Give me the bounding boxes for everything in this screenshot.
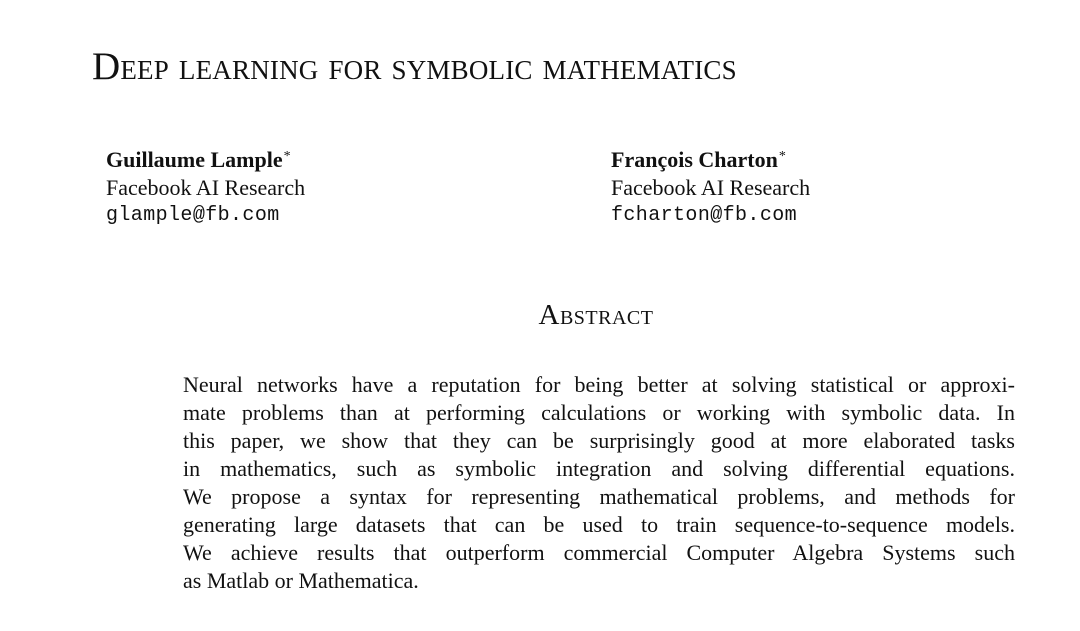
abstract-line: We achieve results that outperform commercial Computer Algebra Systems such [183, 540, 1015, 565]
author-affiliation: Facebook AI Research [106, 175, 306, 200]
abstract-line: mate problems than at performing calculations or working with symbolic data. In [183, 400, 1015, 425]
paper-title: Deep learning for symbolic mathematics [92, 45, 737, 88]
author-footnote-mark: * [283, 149, 291, 164]
author-block-charton [611, 146, 971, 230]
abstract-line: Neural networks have a reputation for being better at solving statistical or approxi- [183, 372, 1015, 397]
abstract-heading: Abstract [538, 299, 654, 331]
author-name [106, 146, 466, 174]
author-email: glample@fb.com [106, 204, 280, 227]
author-block-lample [106, 146, 466, 230]
abstract-line: in mathematics, such as symbolic integration and solving differential equations. [183, 456, 1015, 481]
abstract-line: this paper, we show that they can be surprisingly good at more elaborated tasks [183, 428, 1015, 453]
author-affiliation: Facebook AI Research [611, 175, 811, 200]
author-name [611, 146, 971, 174]
abstract-body [183, 371, 1015, 595]
author-footnote-mark: * [778, 149, 786, 164]
author-name-text: François Charton [611, 147, 778, 172]
author-name-text: Guillaume Lample [106, 147, 283, 172]
abstract-line: We propose a syntax for representing mathematical problems, and methods for [183, 484, 1015, 509]
abstract-line: as Matlab or Mathematica. [183, 568, 419, 593]
abstract-line: generating large datasets that can be used to train sequence-to-sequence models. [183, 512, 1015, 537]
author-email: fcharton@fb.com [611, 204, 798, 227]
